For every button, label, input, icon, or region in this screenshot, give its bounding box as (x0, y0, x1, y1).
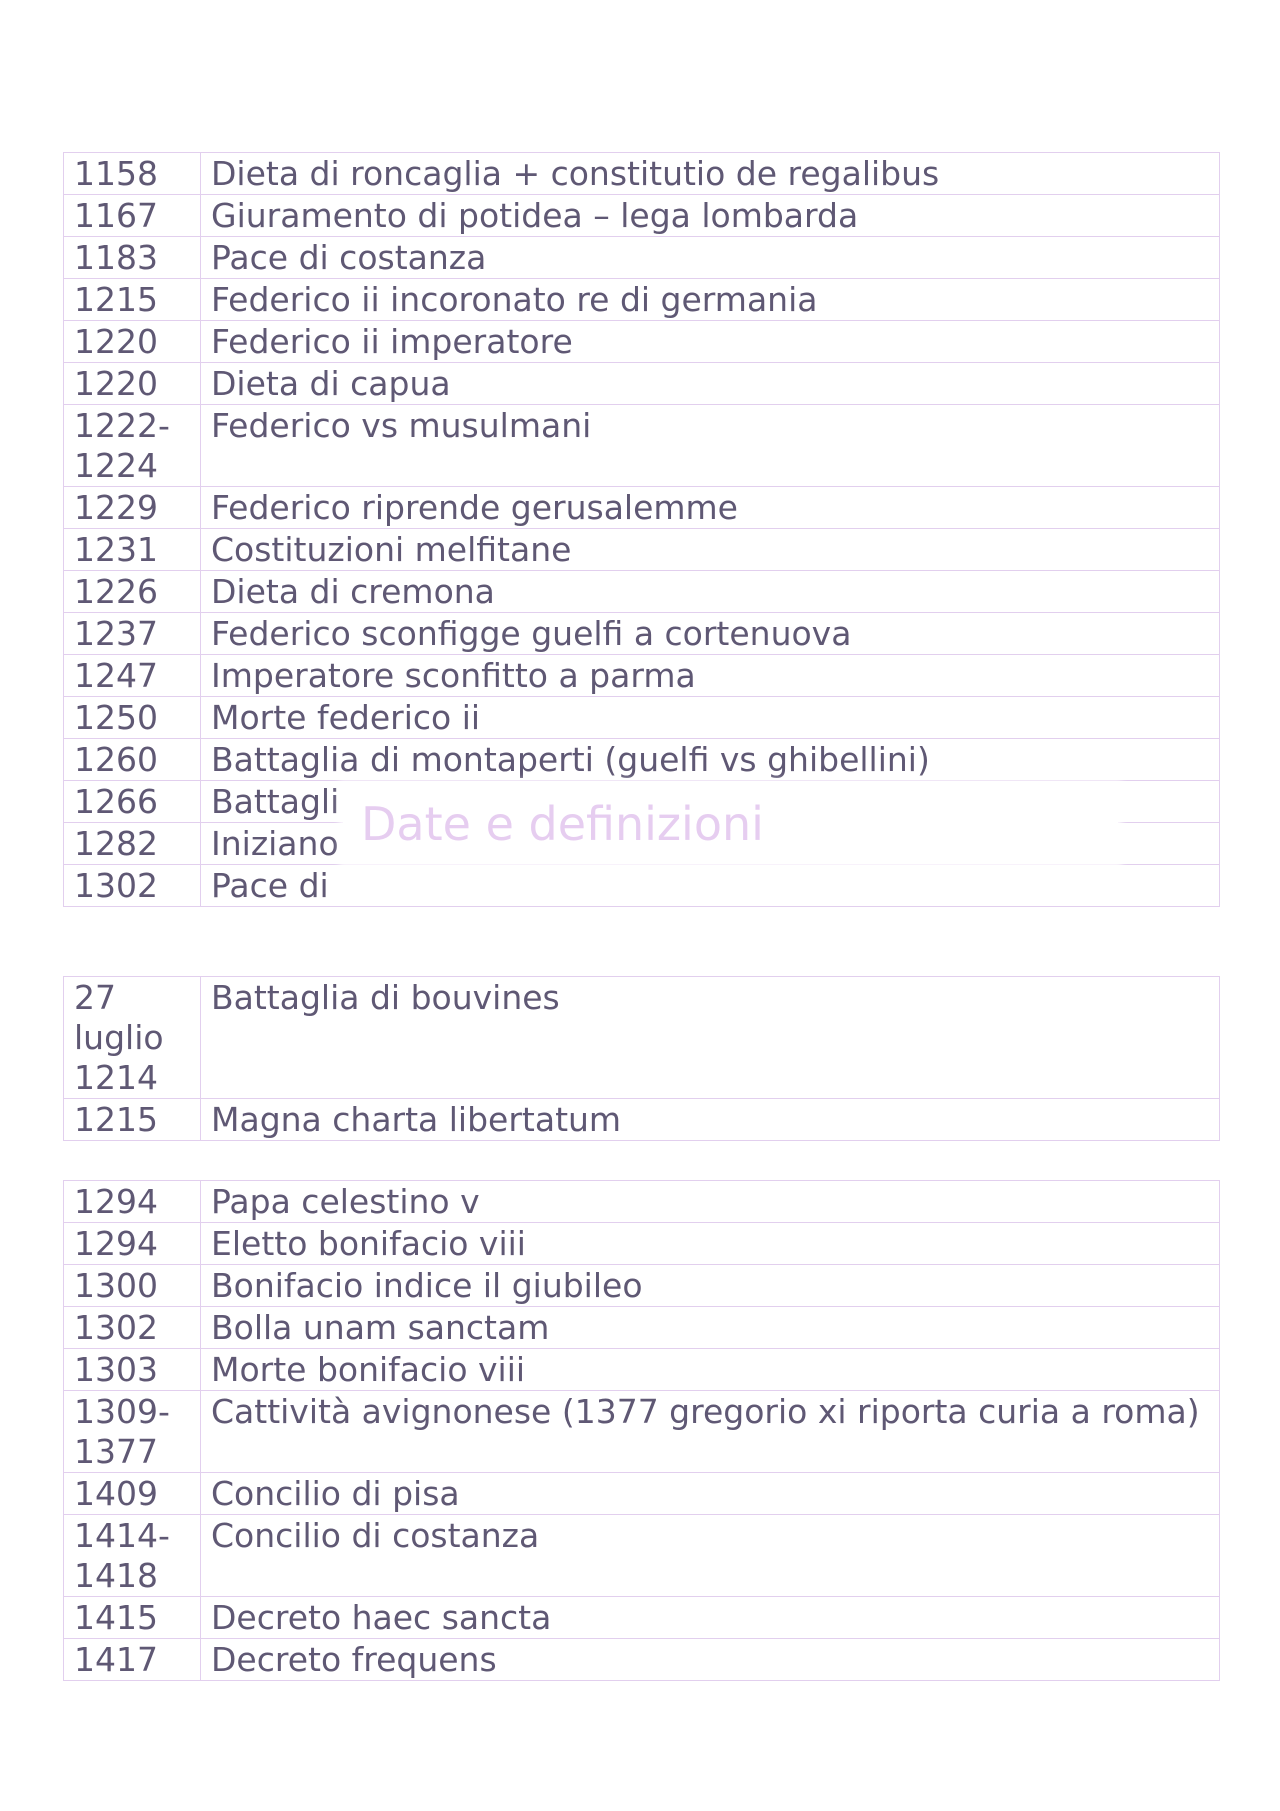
table-row (64, 1349, 1220, 1391)
date-cell: 1415 (64, 1597, 201, 1639)
event-cell: Battaglia di bouvines (201, 977, 1220, 1099)
date-cell: 1294 (64, 1223, 201, 1265)
date-cell: 1260 (64, 739, 201, 781)
table-row (64, 153, 1220, 195)
date-cell: 1215 (64, 1099, 201, 1141)
event-cell: Decreto haec sancta (201, 1597, 1220, 1639)
date-cell: 1409 (64, 1473, 201, 1515)
table-row (64, 405, 1220, 487)
event-cell: Pace di costanza (201, 237, 1220, 279)
overlay-title: Date e definizioni (361, 797, 764, 851)
date-cell: 1158 (64, 153, 201, 195)
date-cell: 1222-1224 (64, 405, 201, 487)
watermark-overlay (343, 784, 1118, 864)
event-cell: Imperatore sconfitto a parma (201, 655, 1220, 697)
date-cell: 1266 (64, 781, 201, 823)
event-cell: Battaglia di montaperti (guelfi vs ghibellini) (201, 739, 1220, 781)
table-row (64, 1307, 1220, 1349)
date-cell: 1167 (64, 195, 201, 237)
table-row (64, 1391, 1220, 1473)
table-row (64, 1597, 1220, 1639)
date-cell: 1237 (64, 613, 201, 655)
event-cell: Costituzioni melfitane (201, 529, 1220, 571)
date-cell: 1300 (64, 1265, 201, 1307)
date-cell: 1229 (64, 487, 201, 529)
date-cell: 1226 (64, 571, 201, 613)
date-cell: 1183 (64, 237, 201, 279)
table-row (64, 237, 1220, 279)
date-cell: 1294 (64, 1181, 201, 1223)
date-cell: 27 luglio 1214 (64, 977, 201, 1099)
event-cell: Cattività avignonese (1377 gregorio xi riporta curia a roma) (201, 1391, 1220, 1473)
event-cell: Battagli (201, 781, 1220, 823)
date-cell: 1302 (64, 1307, 201, 1349)
table-row (64, 697, 1220, 739)
event-cell: Morte bonifacio viii (201, 1349, 1220, 1391)
event-cell: Dieta di capua (201, 363, 1220, 405)
event-cell: Bonifacio indice il giubileo (201, 1265, 1220, 1307)
timeline-table-2 (63, 976, 1220, 1141)
event-cell: Magna charta libertatum (201, 1099, 1220, 1141)
event-cell: Dieta di roncaglia + constitutio de regalibus (201, 153, 1220, 195)
event-cell: Eletto bonifacio viii (201, 1223, 1220, 1265)
date-cell: 1215 (64, 279, 201, 321)
table-row (64, 977, 1220, 1099)
event-cell: Federico vs musulmani (201, 405, 1220, 487)
event-cell: Federico sconfigge guelfi a cortenuova (201, 613, 1220, 655)
date-cell: 1309-1377 (64, 1391, 201, 1473)
table-row (64, 1223, 1220, 1265)
event-cell: Dieta di cremona (201, 571, 1220, 613)
event-cell: Federico riprende gerusalemme (201, 487, 1220, 529)
date-cell: 1417 (64, 1639, 201, 1681)
timeline-table-3 (63, 1180, 1220, 1681)
table-row (64, 321, 1220, 363)
event-cell: Concilio di pisa (201, 1473, 1220, 1515)
event-cell: Bolla unam sanctam (201, 1307, 1220, 1349)
event-cell: Federico ii imperatore (201, 321, 1220, 363)
table-row (64, 279, 1220, 321)
date-cell: 1282 (64, 823, 201, 865)
table-row (64, 865, 1220, 907)
table-row (64, 655, 1220, 697)
table-row (64, 1639, 1220, 1681)
table-row (64, 195, 1220, 237)
event-cell: Decreto frequens (201, 1639, 1220, 1681)
event-cell: Giuramento di potidea – lega lombarda (201, 195, 1220, 237)
event-cell: Morte federico ii (201, 697, 1220, 739)
table-row (64, 363, 1220, 405)
table-row (64, 613, 1220, 655)
table-row (64, 529, 1220, 571)
table-row (64, 1515, 1220, 1597)
table-row (64, 1099, 1220, 1141)
date-cell: 1220 (64, 363, 201, 405)
date-cell: 1231 (64, 529, 201, 571)
event-cell: Pace di (201, 865, 1220, 907)
date-cell: 1303 (64, 1349, 201, 1391)
event-cell: Iniziano (201, 823, 1220, 865)
date-cell: 1250 (64, 697, 201, 739)
event-cell: Federico ii incoronato re di germania (201, 279, 1220, 321)
event-cell: Papa celestino v (201, 1181, 1220, 1223)
table-row (64, 571, 1220, 613)
date-cell: 1414-1418 (64, 1515, 201, 1597)
table-row (64, 739, 1220, 781)
table-row (64, 1181, 1220, 1223)
event-cell: Concilio di costanza (201, 1515, 1220, 1597)
table-row (64, 487, 1220, 529)
table-row (64, 1265, 1220, 1307)
date-cell: 1220 (64, 321, 201, 363)
date-cell: 1302 (64, 865, 201, 907)
date-cell: 1247 (64, 655, 201, 697)
table-row (64, 1473, 1220, 1515)
